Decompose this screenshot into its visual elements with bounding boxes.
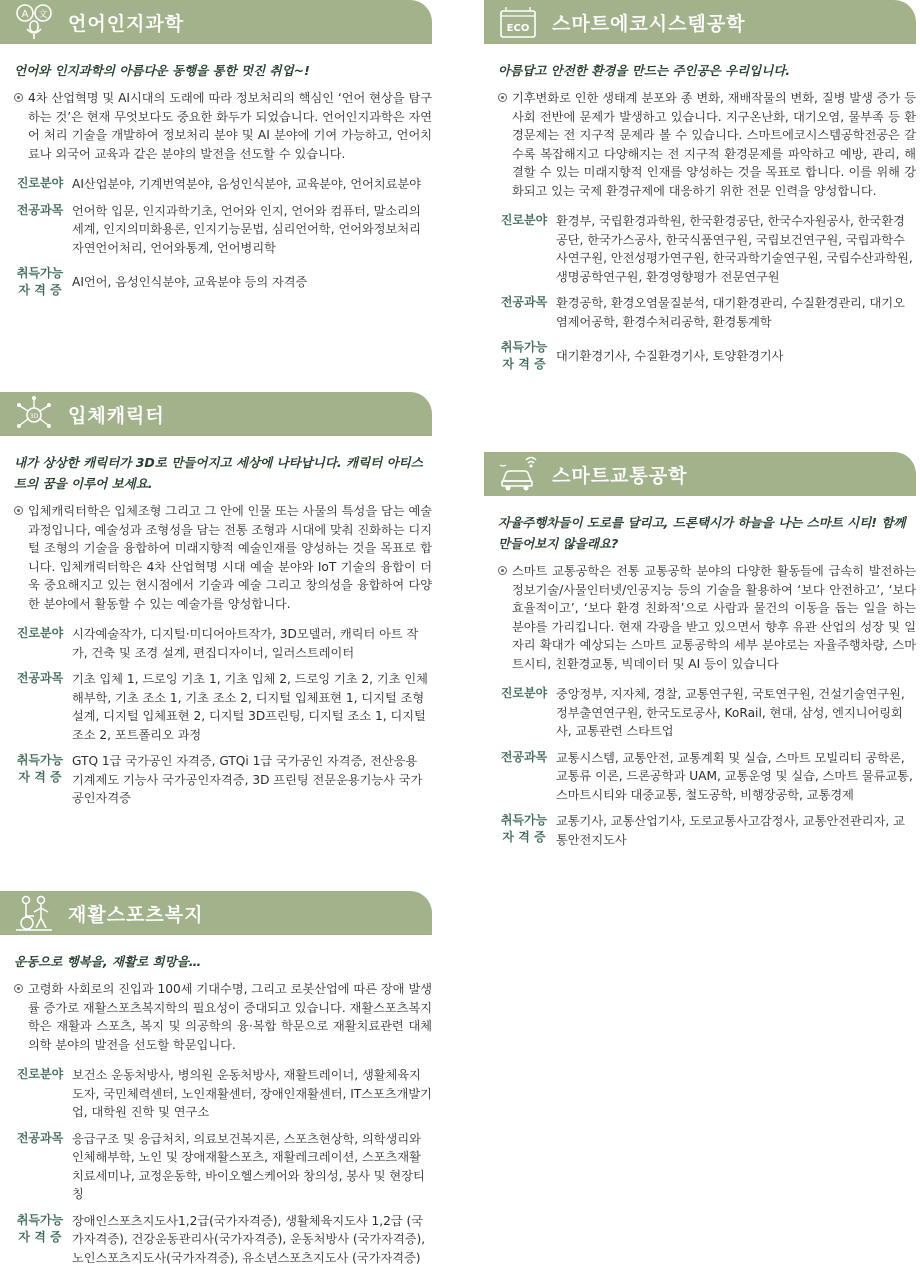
info-rows [14, 175, 432, 299]
courses-label: 전공과목 [500, 749, 548, 764]
section-tagline: 아름답고 안전한 환경을 만드는 주인공은 우리입니다. [498, 63, 791, 78]
eco-billboard-icon [498, 4, 538, 40]
info-rows [498, 685, 916, 849]
svg-text:A: A [21, 9, 29, 20]
career-label: 진로분야 [16, 1067, 64, 1081]
eco-icon-text: ECO [506, 23, 530, 34]
description-text: 스마트 교통공학은 전통 교통공학 분야의 다양한 활동들에 급속히 발전하는 정보기술/사물인터넷/인공지능 등의 기술을 활용하여 ‘보다 안전하고’, ‘보다 효율적이고’, ‘보다 환경 친화적’으로 사람과 물건의 이동을 돕는 일을 하는 분야를 가리킵니다. 현재 각광을 받고 있으면서 향후 유관 산업의 성장 및 일자리 확대가 예상되는 스마트 교통공학의 세부 분야로는 자율주행차량, 스마트시티, 친환경교통, 빅데이터 및 AI 등이 있습니다 [512, 564, 916, 671]
section-3d-character [0, 392, 432, 816]
courses-label: 전공과목 [500, 295, 548, 309]
career-label: 진로분야 [500, 213, 548, 227]
section-tagline: 운동으로 행복을, 재활로 희망을… [14, 954, 202, 969]
cert-label-line-1: 취득가능 [16, 753, 64, 767]
cert-row [14, 752, 432, 808]
courses-row [14, 1130, 432, 1204]
cube-network-icon [14, 396, 54, 432]
cert-value: 대기환경기사, 수질환경기사, 토양환경기사 [556, 349, 784, 363]
cert-label [14, 752, 66, 808]
bullet-icon [14, 93, 23, 102]
section-tagline: 언어와 인지과학의 아름다운 동행을 통한 멋진 취업~! [14, 63, 310, 78]
info-rows [498, 212, 916, 373]
courses-row [498, 294, 916, 331]
bullet-icon [14, 506, 23, 515]
description-text: 고령화 사회로의 진입과 100세 기대수명, 그리고 로봇산업에 따른 장애 발생률 증가로 재활스포츠복지학의 필요성이 증대되고 있습니다. 재활스포츠복지학은 재활과 스포츠, 복지 및 의공학의 융·복합 학문으로 재활치료관련 대체의학 분야의 발전을 선도할 학문입니다. [28, 982, 432, 1052]
info-rows [14, 1066, 432, 1267]
cert-value: GTQ 1급 국가공인 자격증, GTQi 1급 국가공인 자격증, 전산응용 기계제도 기능사 국가공인자격증, 3D 프린팅 전문운용기능사 국가공인자격증 [72, 754, 423, 805]
section-description [498, 89, 916, 200]
cert-label-line-1: 취득가능 [16, 1212, 64, 1227]
career-value: 시각예술작가, 디지털·미디어아트작가, 3D모델러, 캐릭터 아트 작가, 건축 및 조경 설계, 편집디자이너, 일러스트레이터 [72, 627, 419, 660]
section-smart-transportation [484, 452, 916, 857]
cert-value: AI언어, 음성인식분야, 교육분야 등의 자격증 [72, 275, 308, 289]
courses-label: 전공과목 [16, 671, 64, 685]
section-title: 재활스포츠복지 [68, 903, 204, 926]
career-row [14, 175, 432, 194]
section-title: 입체캐릭터 [68, 404, 165, 427]
courses-row [14, 202, 432, 258]
description-text: 입체캐릭터학은 입체조형 그리고 그 안에 인물 또는 사물의 특성을 담는 예술과정입니다, 예술성과 조형성을 담는 전통 조형과 시대에 맞춰 진화하는 디지털 조형의 기술을 융합하여 미래지향적 예술인재를 양성하는 것을 목표로 합니다. 입체캐릭터학은 4차 산업혁명 시대 예술 분야와 IoT 기술의 융합이 더욱 중요해지고 있는 현시점에서 기술과 예술 그리고 창의성을 융합하여 다양한 분야에서 활동할 수 있는 예술가를 양성합니다. [28, 504, 432, 611]
cert-label-line-1: 취득가능 [500, 813, 548, 827]
section-rehab-sports-welfare [0, 891, 432, 1275]
career-row [498, 685, 916, 741]
bullet-icon [498, 93, 507, 102]
section-title: 스마트교통공학 [552, 464, 688, 487]
career-row [498, 212, 916, 286]
section-title: 언어인지과학 [68, 12, 185, 35]
smart-car-icon [498, 456, 538, 492]
cert-label-line-2: 자 격 증 [18, 770, 62, 784]
cert-label-line-1: 취득가능 [16, 266, 64, 280]
section-header [0, 0, 432, 44]
courses-label: 전공과목 [16, 1130, 64, 1145]
courses-value: 교통시스템, 교통안전, 교통계획 및 실습, 스마트 모빌리티 공학론, 교통류 이론, 드론공학과 UAM, 교통운영 및 실습, 스마트 물류교통, 스마트시티와 대중교통, 철도공학, 비행장공학, 교통경제 [556, 750, 913, 802]
cert-row [498, 339, 916, 373]
courses-row [14, 670, 432, 744]
cert-row [14, 1212, 432, 1268]
career-row [14, 1066, 432, 1122]
section-header [0, 891, 432, 935]
cert-value: 교통기사, 교통산업기사, 도로교통사고감정사, 교통안전관리자, 교통안전지도사 [556, 814, 905, 847]
rehab-sports-icon [14, 895, 54, 931]
cert-label-line-1: 취득가능 [500, 340, 548, 354]
section-language-cognitive-science [0, 0, 432, 307]
section-description [14, 502, 432, 613]
career-label: 진로분야 [500, 686, 548, 700]
career-value: AI산업분야, 기계번역분야, 음성인식분야, 교육분야, 언어치료분야 [72, 177, 422, 191]
cert-label-line-2: 자 격 증 [18, 283, 62, 297]
cert-row [14, 265, 432, 299]
description-text: 기후변화로 인한 생태계 분포와 종 변화, 재배작물의 변화, 질병 발생 증가 등 사회 전반에 문제가 발생하고 있습니다. 지구온난화, 대기오염, 물부족 등 환경문제는 전 지구적 문제라 볼 수 있습니다. 스마트에코시스템공학전공은 갈수록 복잡해지고 다양해지는 전 지구적 환경문제를 파악하고 예방, 관리, 해결할 수 있는 미래지향적 인재를 양성하는 것을 목표로 합니다. 이를 위해 강화되고 있는 국제 환경규제에 대응하기 위한 전문 인력을 양성합니다. [512, 91, 916, 198]
bullet-icon [14, 984, 23, 993]
section-smart-eco-system [484, 0, 916, 381]
courses-row [498, 749, 916, 805]
section-description [14, 89, 432, 163]
section-title: 스마트에코시스템공학 [552, 12, 746, 35]
bullet-icon [498, 566, 507, 575]
cert-label-line-2: 자 격 증 [18, 1229, 62, 1244]
courses-value: 응급구조 및 응급처치, 의료보건복지론, 스포츠현상학, 의학생리와 인체해부학, 노인 및 장애재활스포츠, 재활레크레이션, 스포츠재활 치료세미나, 교정운동학, 바이오헬스케어와 창의성, 봉사 및 현장티칭 [72, 1131, 425, 1201]
section-description [14, 980, 432, 1054]
description-text: 4차 산업혁명 및 AI시대의 도래에 따라 정보처리의 핵심인 ‘언어 현상을 탐구하는 것’은 현재 무엇보다도 중요한 화두가 되었습니다. 언어인지과학은 자연어 처리 기술을 개발하여 정보처리 분야 및 AI 분야에 기여 가능하고, 언어치료나 외국어 교육과 같은 분야의 발전을 선도할 수 있습니다. [28, 91, 432, 161]
courses-value: 기초 입체 1, 드로잉 기초 1, 기초 입체 2, 드로잉 기초 2, 기초 인체 해부학, 기초 조소 1, 기초 조소 2, 디지털 입체표현 1, 디지털 조형설계, 디지털 입체표현 2, 디지털 3D프린팅, 디지털 조소 1, 디지털 조소 2, 포트폴리오 과정 [72, 672, 428, 742]
courses-label: 전공과목 [16, 202, 64, 217]
section-header [484, 452, 916, 496]
cert-value: 장애인스포츠지도사1,2급(국가자격증), 생활체육지도사 1,2급 (국가자격증), 건강운동관리사(국가자격증), 운동처방사 (국가자격증), 노인스포츠지도사(국가자격증), 유소년스포츠지도사 (국가자격증) [72, 1213, 426, 1265]
info-rows [14, 625, 432, 808]
career-label: 진로분야 [16, 176, 64, 190]
section-tagline: 내가 상상한 캐릭터가 3D로 만들어지고 세상에 나타납니다. 캐릭터 아티스트의 꿈을 이루어 보세요. [14, 455, 423, 491]
career-label: 진로분야 [16, 626, 64, 640]
cert-row [498, 812, 916, 849]
career-value: 중앙정부, 지자체, 경찰, 교통연구원, 국토연구원, 건설기술연구원, 정부출연연구원, 한국도로공사, KoRail, 현대, 삼성, 엔지니어링회사, 교통관련 스타트업 [556, 687, 905, 738]
svg-text:文: 文 [38, 10, 48, 20]
section-description [498, 562, 916, 673]
svg-text:3D: 3D [29, 413, 39, 420]
courses-value: 환경공학, 환경오염물질분석, 대기환경관리, 수질환경관리, 대기오염제어공학, 환경수처리공학, 환경통계학 [556, 296, 905, 329]
career-value: 보건소 운동처방사, 병의원 운동처방사, 재활트레이너, 생활체육지도자, 국민체력센터, 노인재활센터, 장애인재활센터, IT스포츠개발기업, 대학원 진학 및 연구소 [72, 1068, 432, 1119]
cert-label [498, 339, 550, 373]
cert-label [14, 265, 66, 299]
career-row [14, 625, 432, 662]
section-header [484, 0, 916, 44]
cert-label [498, 812, 550, 849]
section-header [0, 392, 432, 436]
cert-label-line-2: 자 격 증 [502, 357, 546, 371]
courses-value: 언어학 입문, 인지과학기초, 언어와 인지, 언어와 컴퓨터, 말소리의 세계, 인지의미화용론, 인지기능문법, 심리언어학, 언어와정보처리 자연언어처리, 언어와통계, 언어병리학 [72, 203, 421, 255]
cert-label-line-2: 자 격 증 [502, 830, 546, 844]
speech-translation-icon [14, 4, 54, 40]
cert-label [14, 1212, 66, 1268]
section-tagline: 자율주행차들이 도로를 달리고, 드론택시가 하늘을 나는 스마트 시티! 함께 만들어보지 않을래요? [498, 515, 906, 551]
career-value: 환경부, 국립환경과학원, 한국환경공단, 한국수자원공사, 한국환경공단, 한국가스공사, 한국식품연구원, 국립보건연구원, 국립과학수사연구원, 안전성평가연구원, 한국과학기술연구원, 국립수산과학원, 생명공학연구원, 환경영향평가 전문연구원 [556, 214, 913, 284]
